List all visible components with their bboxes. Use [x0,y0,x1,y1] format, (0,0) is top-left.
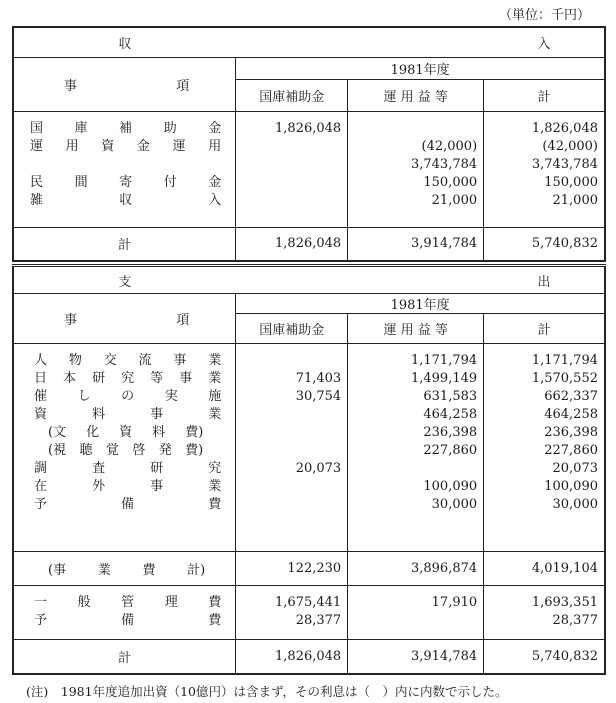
expense-subtotal-subsidy: 122,230 [236,552,348,586]
expense-total-6: 20,073 [552,461,598,476]
income-year: 1981年度 [236,57,605,79]
expense-total-label: 計 [13,640,236,674]
expense-section-right: 出 [484,266,605,294]
expense-row-label-5: (視 聴 覚 啓 発 費) [48,443,204,458]
expense-operating-4: 236,398 [423,425,478,440]
expense-total-1: 1,570,552 [531,371,598,386]
income-total-operating: 3,914,784 [348,227,484,261]
expense-subsidy-1: 71,403 [295,371,342,386]
income-total-1b: 3,743,784 [531,156,598,172]
income-item-header-right: 項 [176,78,190,94]
income-col-total: 計 [484,79,605,111]
income-section-left: 収 [13,27,236,57]
expense-row-label-0: 人 物 交 流 事 業 [34,353,222,368]
income-row-label-1: 運 用 資 金 運 用 [30,138,222,154]
expense-subsidy-6: 20,073 [295,461,342,476]
expense-operating-1: 1,499,149 [410,371,478,386]
income-total-subsidy: 1,826,048 [236,227,348,261]
expense-row-label-1: 日 本 研 究 等 事 業 [34,371,222,386]
expense-year: 1981年度 [236,294,605,314]
expense-total-operating: 3,914,784 [348,640,484,674]
income-total-3: 21,000 [552,192,598,208]
income-operating-2: 150,000 [423,174,478,190]
footnote: (注) 1981年度追加出資（10億円）は含まず，その利息は（ ）内に内数で示した。 [26,684,508,699]
expense-col-subsidy: 国庫補助金 [236,314,348,344]
expense-admin-operating-1 [354,612,477,630]
income-col-subsidy: 国庫補助金 [236,79,348,111]
expense-item-header [13,294,236,344]
expense-subtotal-total: 4,019,104 [484,552,605,586]
expense-operating-7: 100,090 [423,479,478,494]
expense-row-label-2: 催 し の 実 施 [34,389,222,404]
expense-admin-operating-0: 17,910 [431,595,478,610]
expense-subsidy-2: 30,754 [295,389,342,404]
unit-label: （単位：千円） [498,8,590,23]
expense-row-label-4: (文 化 資 料 費) [48,425,204,440]
expense-admin-label-0: 一 般 管 理 費 [34,595,222,610]
expense-col-operating: 運 用 益 等 [348,314,484,344]
expense-row-label-7: 在 外 事 業 [34,479,222,494]
income-total-total: 5,740,832 [484,227,605,261]
expense-item-header-right: 項 [176,313,190,328]
expense-row-label-8: 予 備 費 [34,497,222,512]
income-col-operating: 運 用 益 等 [348,79,484,111]
expense-subsidy-4 [242,424,341,442]
income-row-label-2: 民 間 寄 付 金 [30,174,222,190]
income-total-label: 計 [13,227,236,261]
expense-operating-5: 227,860 [423,443,478,458]
expense-table [12,264,606,675]
expense-total-8: 30,000 [552,497,598,512]
expense-row-label-3: 資 料 事 業 [34,407,222,422]
expense-total-3: 464,258 [544,407,598,422]
expense-row-label-6: 調 査 研 究 [34,461,222,476]
expense-operating-0: 1,171,794 [410,353,478,368]
expense-admin-total-0: 1,693,351 [531,595,598,610]
expense-operating-6 [354,460,477,478]
income-section-right: 入 [484,27,605,57]
expense-subsidy-7 [242,478,341,496]
income-total-1a: (42,000) [542,138,598,154]
expense-subsidy-5 [242,442,341,460]
expense-total-total: 5,740,832 [484,640,605,674]
income-total-2: 150,000 [544,174,598,190]
expense-total-0: 1,171,794 [531,353,598,368]
expense-total-4: 236,398 [544,425,598,440]
income-item-header-left: 事 [64,78,78,94]
expense-total-5: 227,860 [544,443,598,458]
expense-operating-3: 464,258 [423,407,478,422]
expense-operating-8: 30,000 [431,497,478,512]
expense-subsidy-8 [242,496,341,514]
income-row-label-3: 雑 収 入 [30,192,222,208]
expense-total-7: 100,090 [544,479,598,494]
income-operating-1b: 3,743,784 [410,156,478,172]
expense-admin-label-1: 予 備 費 [34,613,222,628]
income-subsidy-0: 1,826,048 [275,120,342,136]
expense-subtotal-label: (事 業 費 計) [13,552,236,586]
income-item-header [13,57,236,111]
expense-item-header-left: 事 [64,313,78,328]
income-row-label-0: 国 庫 補 助 金 [30,120,222,136]
income-operating-3: 21,000 [431,192,478,208]
expense-subsidy-3 [242,406,341,424]
income-table [12,26,606,262]
expense-subsidy-0 [242,352,341,370]
expense-subtotal-operating: 3,896,874 [348,552,484,586]
income-total-0: 1,826,048 [531,120,598,136]
expense-admin-subsidy-0: 1,675,441 [275,595,342,610]
expense-total-subsidy: 1,826,048 [236,640,348,674]
expense-operating-2: 631,583 [423,389,478,404]
expense-admin-total-1: 28,377 [552,613,598,628]
expense-admin-subsidy-1: 28,377 [295,613,342,628]
expense-section-left: 支 [13,266,236,294]
income-operating-1a: (42,000) [421,138,478,154]
expense-total-2: 662,337 [544,389,598,404]
expense-col-total: 計 [484,314,605,344]
